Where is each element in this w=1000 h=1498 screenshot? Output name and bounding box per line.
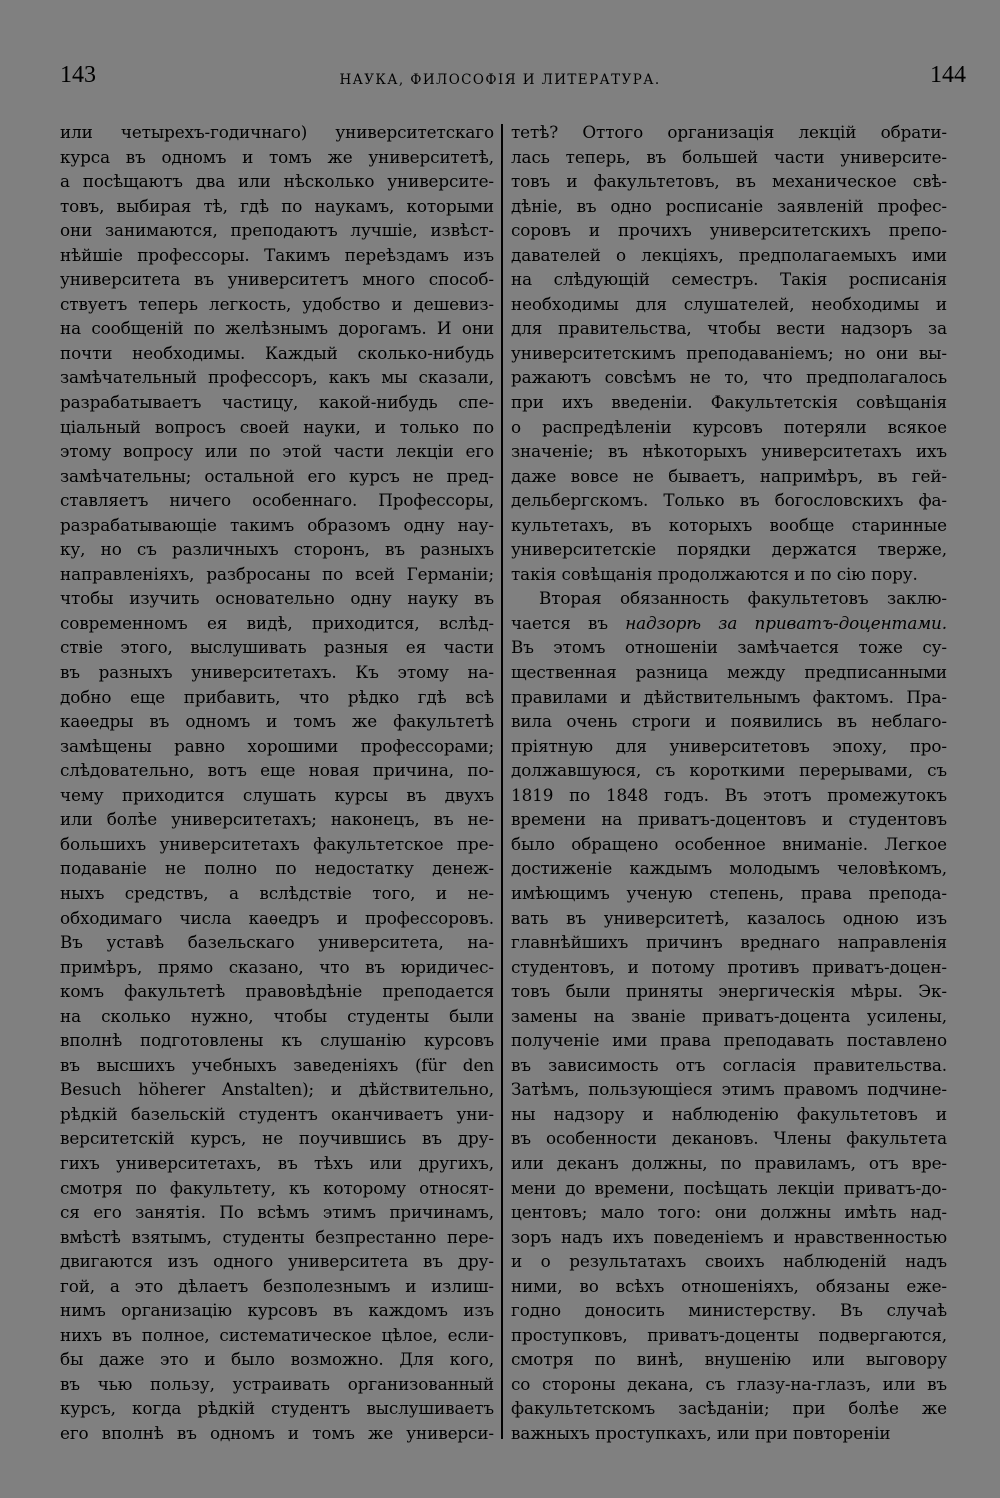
text-line: въ зависимость отъ согласія правительства. — [511, 1054, 947, 1075]
text-line: его вполнѣ въ одномъ и томъ же универси- — [60, 1422, 494, 1443]
text-line: этому вопросу или по этой части лекціи его — [60, 441, 494, 462]
text-line: тетѣ? Оттого организація лекцій обрати- — [511, 122, 947, 142]
text-line: двигаются изъ одного университета въ дру- — [60, 1251, 494, 1272]
text-line: обходимаго числа каѳедръ и профессоровъ. — [60, 907, 494, 928]
text-line: правилами и дѣйствительнымъ фактомъ. Пра- — [511, 686, 947, 707]
text-line: товъ, выбирая тѣ, гдѣ по наукамъ, которыми — [60, 195, 494, 216]
text-line: 1819 по 1848 годъ. Въ этотъ промежутокъ — [511, 784, 947, 805]
text-line: или деканъ должны, по правиламъ, отъ вре- — [511, 1152, 947, 1173]
text-line: дельбергскомъ. Только въ богословскихъ фа- — [511, 490, 947, 511]
text-line: нѣйшіе профессоры. Такимъ переѣздамъ изъ — [60, 244, 494, 265]
text-line: ствіе этого, выслушивать разныя ея части — [60, 637, 494, 658]
text-line: ціальный вопросъ своей науки, и только по — [60, 416, 494, 437]
text-line: направленіяхъ, разбросаны по всей Германіи; — [60, 563, 494, 584]
text-line: нихъ въ полное, систематическое цѣлое, если- — [60, 1324, 494, 1345]
text-line: мени до времени, посѣщать лекціи приватъ-до- — [511, 1177, 947, 1198]
text-line: разрабатываетъ частицу, какой-нибудь спе- — [60, 392, 494, 413]
text-line: ними, во всѣхъ отношеніяхъ, обязаны еже- — [511, 1275, 947, 1296]
text-line: Въ этомъ отношеніи замѣчается тоже су- — [511, 637, 947, 658]
text-line: добно еще прибавить, что рѣдко гдѣ всѣ — [60, 686, 494, 707]
text-line: комъ факультетѣ правовѣдѣніе преподается — [60, 981, 494, 1002]
text-line: курсъ, когда рѣдкій студентъ выслушиваетъ — [60, 1398, 494, 1419]
text-line: замѣчательны; остальной его курсъ не пред- — [60, 465, 494, 486]
text-line: лась теперь, въ большей части университе- — [511, 146, 947, 167]
text-line: проступковъ, приватъ-доценты подвергаются, — [511, 1324, 947, 1345]
text-line: на слѣдующій семестръ. Такія росписанія — [511, 269, 947, 290]
text-line: достиженіе каждымъ молодымъ человѣкомъ, — [511, 858, 947, 879]
text-line: въ особенности декановъ. Члены факультета — [511, 1128, 947, 1149]
column-divider — [501, 124, 503, 1439]
italic-phrase: надзорѣ за приватъ-доцентами. — [625, 612, 948, 633]
text-line: вполнѣ подготовлены къ слушанію курсовъ — [60, 1030, 494, 1051]
text-line: должавшуюся, съ короткими перерывами, съ — [511, 760, 947, 781]
text-line: годно доносить министерству. Въ случаѣ — [511, 1300, 947, 1321]
running-head: НАУКА, ФИЛОСОФІЯ И ЛИТЕРАТУРА. — [339, 72, 661, 88]
column-left — [60, 120, 494, 1446]
text-line: курса въ одномъ и томъ же университетѣ, — [60, 146, 494, 167]
text-line: полученіе ими права преподавать поставлено — [511, 1030, 947, 1051]
text-line: щественная разница между предписанными — [511, 662, 947, 683]
text-line: замѣчательный профессоръ, какъ мы сказали, — [60, 367, 494, 388]
text-line: ны надзору и наблюденію факультетовъ и — [511, 1103, 947, 1124]
text-line: или болѣе университетахъ; наконецъ, въ не- — [60, 809, 494, 830]
text-line: чему приходится слушать курсы въ двухъ — [60, 784, 494, 805]
text-line: такія совѣщанія продолжаются и по сію пору. — [511, 563, 918, 584]
text-line: гой, а это дѣлаетъ безполезнымъ и излиш- — [60, 1275, 494, 1296]
text-line: имѣющимъ ученую степень, права препода- — [511, 882, 947, 903]
text-line: важныхъ проступкахъ, или при повтореніи — [511, 1422, 891, 1443]
text-line: зоръ надъ ихъ поведеніемъ и нравственностью — [511, 1226, 947, 1247]
text-line: при ихъ введеніи. Факультетскія совѣщанія — [511, 392, 947, 413]
text-line: товъ и факультетовъ, въ механическое свѣ- — [511, 171, 947, 192]
text-line: современномъ ея видѣ, приходится, вслѣд- — [60, 612, 494, 633]
text-line: соровъ и прочихъ университетскихъ препо- — [511, 220, 947, 241]
text-line: главнѣйшихъ причинъ вреднаго направленія — [511, 932, 947, 953]
text-line: на сообщеній по желѣзнымъ дорогамъ. И они — [60, 318, 494, 339]
text-line: ражаютъ совсѣмъ не то, что предполагалось — [511, 367, 947, 388]
text-line: смотря по факультету, къ которому относят- — [60, 1177, 494, 1198]
text-line: примѣръ, прямо сказано, что въ юридичес- — [60, 956, 494, 977]
text-line: Въ уставѣ базельскаго университета, на- — [60, 932, 494, 953]
text-line: въ разныхъ университетахъ. Къ этому на- — [60, 662, 494, 683]
text-line: ся его занятія. По всѣмъ этимъ причинамъ, — [60, 1202, 494, 1223]
text-line: большихъ университетахъ факультетское пре- — [60, 833, 494, 854]
text-line: значеніе; въ нѣкоторыхъ университетахъ ихъ — [511, 441, 947, 462]
text-line: Besuch höherer Anstalten); и дѣйствительно, — [60, 1079, 494, 1100]
text-line: Вторая обязанность факультетовъ заклю- — [539, 588, 947, 609]
text-line: рѣдкій базельскій студентъ оканчиваетъ уни- — [60, 1103, 494, 1124]
text-line: ныхъ средствъ, а вслѣдствіе того, и не- — [60, 882, 494, 903]
text-line: ствуетъ теперь легкость, удобство и дешевиз- — [60, 293, 494, 314]
page-number-right: 144 — [930, 62, 966, 88]
text-line: а посѣщаютъ два или нѣсколько университе- — [60, 171, 494, 192]
text-line: слѣдовательно, вотъ еще новая причина, по- — [60, 760, 494, 781]
text-line: Затѣмъ, пользующіеся этимъ правомъ подчине- — [511, 1079, 947, 1100]
text-line: вила очень строги и появились въ неблаго- — [511, 711, 947, 732]
text-line: дѣніе, въ одно росписаніе заявленій профес- — [511, 195, 947, 216]
text-line: бы даже это и было возможно. Для кого, — [60, 1349, 494, 1370]
text-line: студентовъ, и потому противъ приватъ-доцен- — [511, 956, 947, 977]
text-line: пріятную для университетовъ эпоху, про- — [511, 735, 947, 756]
text-line: ставляетъ ничего особеннаго. Профессоры, — [60, 490, 494, 511]
text-line: гихъ университетахъ, въ тѣхъ или другихъ, — [60, 1152, 494, 1173]
text-line: времени на приватъ-доцентовъ и студентовъ — [511, 809, 947, 830]
text-line: замены на званіе приватъ-доцента усилены, — [511, 1005, 947, 1026]
text-line: и о результатахъ своихъ наблюденій надъ — [511, 1251, 947, 1272]
text-line: университетскимъ преподаваніемъ; но они вы- — [511, 342, 947, 363]
text-line: давателей о лекціяхъ, предполагаемыхъ ими — [511, 244, 947, 265]
text-line: разрабатывающіе такимъ образомъ одну нау- — [60, 514, 494, 535]
text-line: о распредѣленіи курсовъ потеряли всякое — [511, 416, 947, 437]
text-line: университета въ университетъ много способ- — [60, 269, 494, 290]
text-line: верситетскій курсъ, не поучившись въ дру- — [60, 1128, 494, 1149]
text-line: они занимаются, преподаютъ лучшіе, извѣст- — [60, 220, 494, 241]
text-line: на сколько нужно, чтобы студенты были — [60, 1005, 494, 1026]
text-line: или четырехъ-годичнаго) университетскаго — [60, 122, 494, 142]
text-line: смотря по винѣ, внушенію или выговору — [511, 1349, 947, 1370]
text-line: чается въ надзорѣ за приватъ-доцентами. — [511, 612, 948, 633]
text-line: замѣщены равно хорошими профессорами; — [60, 735, 494, 756]
text-line: подаваніе не полно по недостатку денеж- — [60, 858, 494, 879]
text-line: вмѣстѣ взятымъ, студенты безпрестанно пере- — [60, 1226, 494, 1247]
text-line: культетахъ, въ которыхъ вообще старинные — [511, 514, 947, 535]
text-line: со стороны декана, съ глазу-на-глазъ, или въ — [511, 1373, 947, 1394]
text-line: даже вовсе не бываетъ, напримѣръ, въ гей- — [511, 465, 947, 486]
text-line: вать въ университетѣ, казалось одною изъ — [511, 907, 947, 928]
text-line: почти необходимы. Каждый сколько-нибудь — [60, 342, 494, 363]
text-line: въ высшихъ учебныхъ заведеніяхъ (für den — [60, 1054, 494, 1075]
text-line: факультетскомъ засѣданіи; при болѣе же — [511, 1398, 947, 1419]
text-line: ку, но съ различныхъ сторонъ, въ разныхъ — [60, 539, 494, 560]
page-number-left: 143 — [60, 62, 96, 88]
text-line: въ чью пользу, устраивать организованный — [60, 1373, 494, 1394]
text-line: для правительства, чтобы вести надзоръ за — [511, 318, 947, 339]
text-line: каѳедры въ одномъ и томъ же факультетѣ — [60, 711, 494, 732]
text-line: нимъ организацію курсовъ въ каждомъ изъ — [60, 1300, 494, 1321]
text-line: было обращено особенное вниманіе. Легкое — [511, 833, 947, 854]
text-line: центовъ; мало того: они должны имѣть над- — [511, 1202, 947, 1223]
text-line: университетскіе порядки держатся тверже, — [511, 539, 947, 560]
text-line: чтобы изучить основательно одну науку въ — [60, 588, 494, 609]
text-line: необходимы для слушателей, необходимы и — [511, 293, 947, 314]
text-line: товъ были приняты энергическія мѣры. Эк- — [511, 981, 947, 1002]
column-right — [511, 120, 947, 1446]
